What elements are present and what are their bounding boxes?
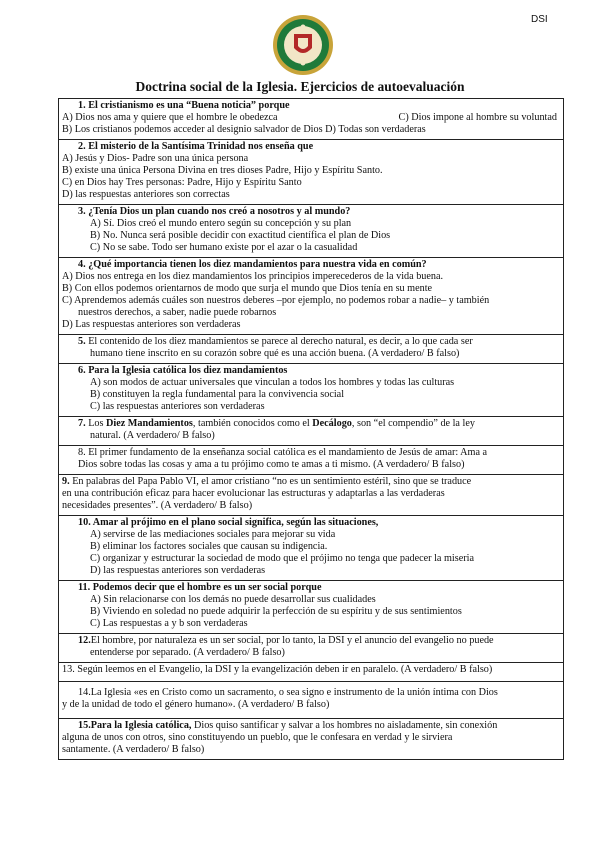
statement-line: en una contribución eficaz para hacer evolucionar las estructuras y adaptarlas a las verdaderas: [62, 488, 445, 500]
question-text: 6. Para la Iglesia católica los diez mandamientos: [78, 365, 288, 376]
question-row: [59, 140, 564, 205]
statement-line: humano tiene inscrito en su corazón sobre qué es una acción buena. (A verdadero/ B falso): [90, 348, 460, 360]
option-a: A) Dios nos ama y quiere que el hombre le obedezca: [62, 112, 278, 124]
question-text: 3. ¿Tenía Dios un plan cuando nos creó a nosotros y al mundo?: [78, 206, 351, 217]
option-c-continued: nuestros derechos, a saber, nadie puede robarnos: [78, 307, 277, 319]
statement-line: santamente. (A verdadero/ B falso): [62, 744, 205, 756]
option-d: D) las respuestas anteriores son verdaderas: [90, 565, 266, 577]
statement-line: necesidades presentes”. (A verdadero/ B falso): [62, 500, 253, 512]
statement-part: , también conocidos como el: [192, 418, 313, 429]
option-b: B) constituyen la regla fundamental para la convivencia social: [90, 389, 345, 401]
option-b: B) Con ellos podemos orientarnos de modo que surja el mundo que Dios tenía en su mente: [62, 283, 433, 295]
question-row: [59, 99, 564, 140]
question-row: [59, 446, 564, 475]
question-row: [59, 205, 564, 258]
option-a: A) Dios nos entrega en los diez mandamientos los principios imperecederos de la vida buena.: [62, 271, 444, 283]
question-row: [59, 475, 564, 516]
question-number: 5.: [78, 336, 86, 347]
statement-line: entenderse por separado. (A verdadero/ B falso): [90, 647, 285, 659]
question-row: [59, 335, 564, 364]
statement-line: y de la unidad de todo el género humano». (A verdadero/ B falso): [62, 699, 330, 711]
option-b: B) No. Nunca será posible decidir con exactitud científica el plan de Dios: [90, 230, 391, 242]
statement-line: natural. (A verdadero/ B falso): [90, 430, 215, 442]
university-seal: [272, 14, 334, 76]
option-d: D) Las respuestas anteriores son verdaderas: [62, 319, 241, 331]
statement-line: alguna de unos con otros, sino constituyendo un pueblo, que le confesara en verdad y le sirviera: [62, 732, 453, 744]
statement-line: Dios sobre todas las cosas y ama a tu prójimo como te amas a ti mismo. (A verdadero/ B falso): [78, 459, 465, 471]
question-row: [59, 417, 564, 446]
question-row: [59, 663, 564, 682]
option-c: C) en Dios hay Tres personas: Padre, Hijo y Espíritu Santo: [62, 177, 302, 189]
question-row: [59, 682, 564, 719]
option-c: C) las respuestas anteriores son verdaderas: [90, 401, 265, 413]
statement-part: Los: [88, 418, 107, 429]
option-a: A) Sí. Dios creó el mundo entero según su concepción y su plan: [90, 218, 352, 230]
question-row: [59, 364, 564, 417]
question-text: 10. Amar al prójimo en el plano social significa, según las situaciones,: [78, 517, 379, 528]
option-a: A) Sin relacionarse con los demás no puede desarrollar sus cualidades: [90, 594, 376, 606]
statement-line: 13. Según leemos en el Evangelio, la DSI y la evangelización deben ir en paralelo. (A verdadero/ B falso): [62, 664, 493, 675]
option-c: C) Dios impone al hombre su voluntad: [398, 112, 557, 124]
statement-line: El contenido de los diez mandamientos se parece al derecho natural, es decir, a lo que cada ser: [88, 336, 473, 347]
question-row: [59, 516, 564, 581]
question-text: 11. Podemos decir que el hombre es un ser social porque: [78, 582, 322, 593]
question-number: 9.: [62, 476, 70, 487]
question-row: [59, 634, 564, 663]
option-c: C) No se sabe. Todo ser humano existe por el azar o la casualidad: [90, 242, 358, 254]
option-a: A) son modos de actuar universales que vinculan a todos los hombres y todas las culturas: [90, 377, 455, 389]
question-row: [59, 581, 564, 634]
option-c: C) Aprendemos además cuáles son nuestros deberes –por ejemplo, no podemos robar a nadie– y también: [62, 295, 490, 307]
option-b: B) Viviendo en soledad no puede adquirir la perfección de su espíritu y de sus sentimientos: [90, 606, 462, 618]
option-a: A) Jesús y Dios- Padre son una única persona: [62, 153, 249, 165]
option-c: C) Las respuestas a y b son verdaderas: [90, 618, 248, 630]
statement-bold: Decálogo: [312, 418, 352, 429]
question-number: 7.: [78, 418, 86, 429]
question-number: 12.: [78, 635, 91, 646]
statement-part: , son “el compendio” de la ley: [351, 418, 475, 429]
question-row: [59, 719, 564, 760]
document-tag: DSI: [531, 14, 548, 25]
option-b: B) Los cristianos podemos acceder al designio salvador de Dios: [62, 124, 323, 136]
question-text: 1. El cristianismo es una “Buena noticia” porque: [78, 100, 290, 111]
exercise-table: [58, 98, 564, 760]
page-title: Doctrina social de la Iglesia. Ejercicios de autoevaluación: [135, 79, 465, 94]
statement-bold: Diez Mandamientos: [106, 418, 193, 429]
option-c: C) organizar y estructurar la sociedad de modo que el prójimo no tenga que padecer la miseria: [90, 553, 474, 565]
question-text: 2. El misterio de la Santísima Trinidad nos enseña que: [78, 141, 314, 152]
statement-line: 8. El primer fundamento de la enseñanza social católica es el mandamiento de Jesús de amar: Ama a: [78, 447, 488, 458]
option-d: D) Todas son verdaderas: [325, 124, 426, 136]
option-a: A) servirse de las mediaciones sociales para mejorar su vida: [90, 529, 336, 541]
statement-line: Dios quiso santificar y salvar a los hombres no aisladamente, sin conexión: [191, 720, 498, 731]
statement-line: En palabras del Papa Pablo VI, el amor cristiano “no es un sentimiento estéril, sino que se traduce: [72, 476, 472, 487]
option-b: B) eliminar los factores sociales que causan su indigencia.: [90, 541, 328, 553]
question-number: 15.Para la Iglesia católica,: [78, 720, 192, 731]
question-row: [59, 258, 564, 335]
statement-line: 14.La Iglesia «es en Cristo como un sacramento, o sea signo e instrumento de la unión íntima con Dios: [78, 687, 498, 698]
question-text: 4. ¿Qué importancia tienen los diez mandamientos para nuestra vida en común?: [78, 259, 427, 270]
option-d: D) las respuestas anteriores son correctas: [62, 189, 230, 201]
option-b: B) existe una única Persona Divina en tres dioses Padre, Hijo y Espíritu Santo.: [62, 165, 383, 177]
statement-line: El hombre, por naturaleza es un ser social, por lo tanto, la DSI y el anuncio del evangelio no puede: [90, 635, 494, 646]
